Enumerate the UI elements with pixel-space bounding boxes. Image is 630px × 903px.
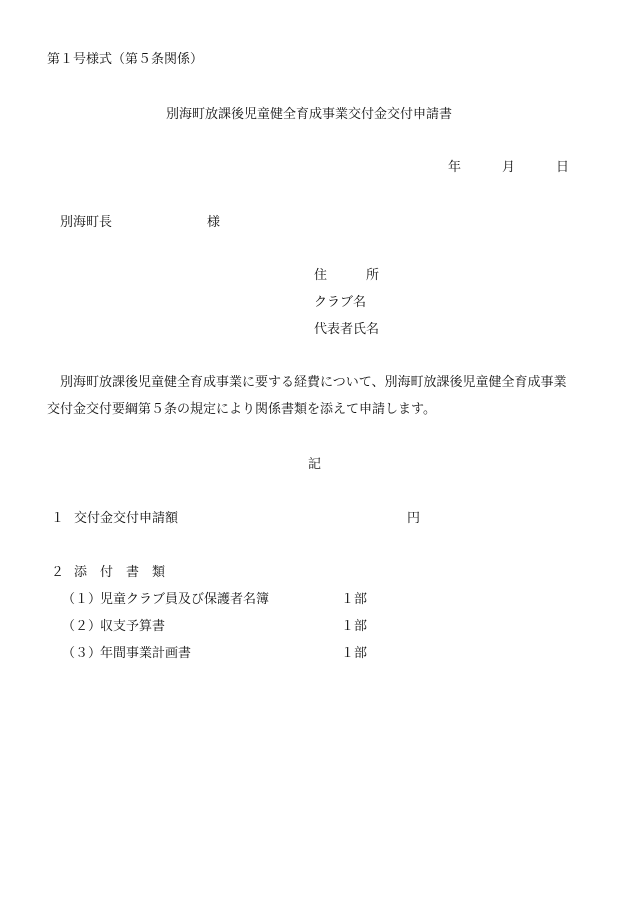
address-label: 住 所 — [314, 268, 380, 283]
item-1-label: 交付金交付申請額 — [74, 511, 179, 526]
item-2-number: ２ — [51, 565, 65, 580]
document-count: １部 — [341, 619, 368, 634]
item-2-label: 添 付 書 類 — [74, 565, 166, 580]
document-index: （１） — [62, 592, 102, 607]
document-count: １部 — [341, 646, 368, 661]
club-name-label: クラブ名 — [314, 295, 367, 310]
body-line-2: 交付金交付要綱第５条の規定により関係書類を添えて申請します。 — [47, 402, 436, 417]
document-title: 別海町放課後児童健全育成事業交付金交付申請書 — [166, 107, 453, 122]
document-index: （２） — [62, 619, 102, 634]
addressee-name: 別海町長 — [60, 215, 113, 230]
representative-label: 代表者氏名 — [314, 322, 380, 337]
document-name: 収支予算書 — [100, 619, 166, 634]
form-number: 第１号様式（第５条関係） — [47, 52, 204, 67]
document-name: 児童クラブ員及び保護者名簿 — [100, 592, 270, 607]
addressee-honorific: 様 — [207, 215, 221, 230]
document-name: 年間事業計画書 — [100, 646, 192, 661]
item-1-unit: 円 — [407, 511, 421, 526]
month-label: 月 — [502, 160, 516, 175]
year-label: 年 — [448, 160, 462, 175]
ki-heading: 記 — [308, 457, 322, 472]
document-index: （３） — [62, 646, 102, 661]
day-label: 日 — [556, 160, 570, 175]
document-count: １部 — [341, 592, 368, 607]
item-1-number: １ — [51, 511, 65, 526]
body-line-1: 別海町放課後児童健全育成事業に要する経費について、別海町放課後児童健全育成事業 — [60, 375, 567, 390]
